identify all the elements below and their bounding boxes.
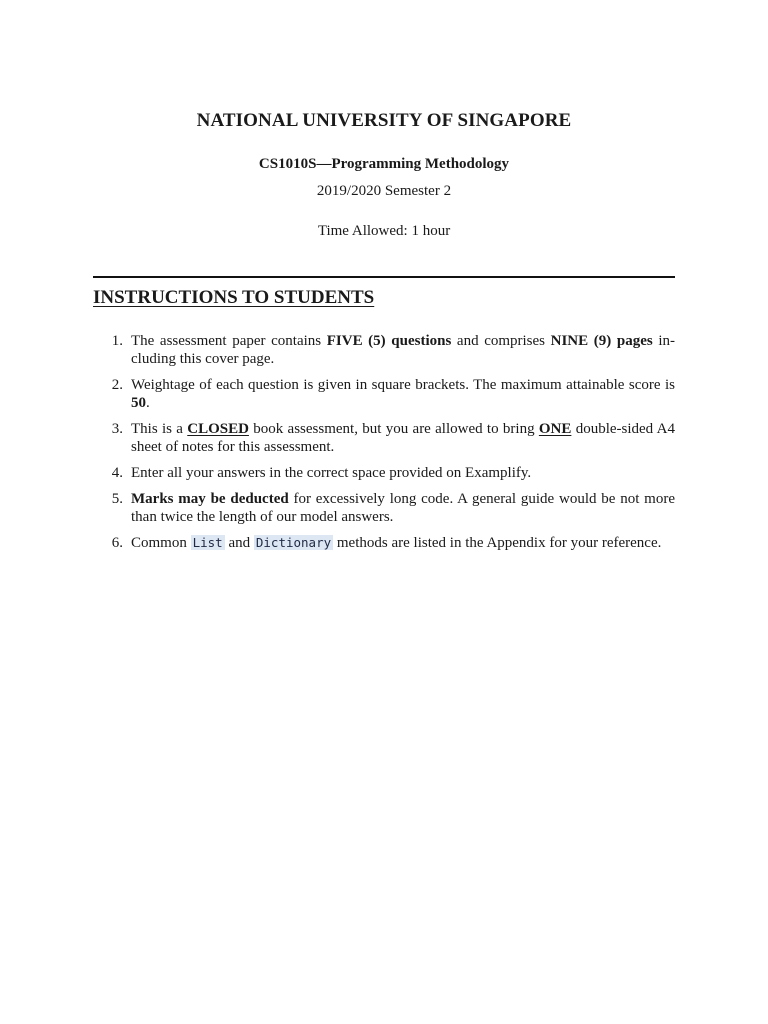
instruction-text: Marks may be deducted for excessively long code. A general guide would be not more than twice the length of our model answers. [131, 491, 676, 525]
instruction-number: 1. [111, 333, 123, 349]
instruction-number: 4. [111, 465, 123, 481]
instruction-number: 3. [111, 421, 123, 437]
instruction-text: Enter all your answers in the correct space provided on Examplify. [131, 465, 532, 481]
instructions-list [93, 332, 675, 560]
max-score: 50 [131, 395, 146, 411]
marks-deducted-label: Marks may be deducted [131, 491, 289, 507]
instruction-number: 2. [111, 377, 123, 393]
instruction-item-5 [93, 490, 675, 526]
university-title: NATIONAL UNIVERSITY OF SINGAPORE [196, 110, 572, 131]
instruction-number: 5. [111, 491, 123, 507]
instruction-text: This is a CLOSED book assessment, but you are allowed to bring ONE double-sided A4 sheet of notes for this assessment. [131, 421, 675, 455]
one-sheet-label: ONE [538, 421, 572, 437]
horizontal-rule [93, 276, 675, 278]
closed-book-label: CLOSED [187, 421, 249, 437]
instruction-text: Common List and Dictionary methods are listed in the Appendix for your reference. [131, 535, 662, 551]
instruction-item-6 [93, 534, 675, 552]
instruction-text: The assessment paper contains FIVE (5) questions and comprises NINE (9) pages in-cluding this cover page. [131, 333, 675, 367]
instructions-heading: INSTRUCTIONS TO STUDENTS [93, 287, 375, 308]
instruction-text: Weightage of each question is given in square brackets. The maximum attainable score is 50. [131, 377, 675, 411]
question-count: FIVE (5) questions [326, 333, 452, 349]
instruction-item-4 [93, 464, 675, 482]
semester-label: 2019/2020 Semester 2 [316, 183, 452, 199]
instruction-item-3 [93, 420, 675, 456]
instruction-number: 6. [111, 535, 123, 551]
time-allowed-label: Time Allowed: 1 hour [317, 223, 451, 239]
list-code-label: List [192, 535, 223, 550]
course-title: CS1010S—Programming Methodology [258, 156, 510, 172]
dictionary-code-label: Dictionary [255, 535, 332, 550]
instruction-item-2 [93, 376, 675, 412]
instruction-item-1 [93, 332, 675, 368]
page-count: NINE (9) pages [550, 333, 653, 349]
